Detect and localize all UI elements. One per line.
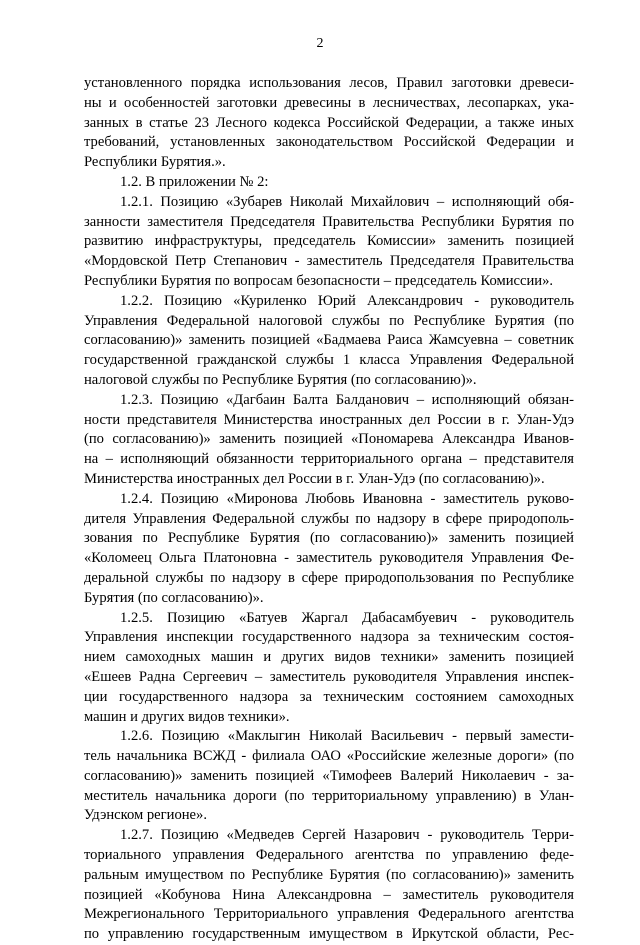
text-line: Республики Бурятия по вопросам безопасности – председатель Комиссии».	[84, 272, 554, 289]
text-line: согласованию)» заменить позицией «Тимофеев Валерий Николаевич - за-	[84, 767, 574, 784]
text-line: зования по Республике Бурятия (по согласованию)» заменить позицией	[84, 530, 574, 547]
text-line: требований, установленных законодательством Российской Федерации и	[84, 134, 574, 151]
text-line: 1.2.1. Позицию «Зубарев Николай Михайлович – исполняющий обя-	[120, 193, 574, 210]
text-line: 1.2.3. Позицию «Дагбаин Балта Балданович – исполняющий обязан-	[120, 391, 574, 408]
text-line: Министерства иностранных дел России в г. Улан-Удэ (по согласованию)».	[84, 470, 545, 487]
text-line: деральной службы по надзору в сфере природопользования по Республике	[84, 569, 574, 586]
text-line: согласованию)» заменить позицией «Бадмаева Раиса Жамсуевна – советник	[84, 332, 574, 349]
text-line: государственной гражданской службы 1 класса Управления Федеральной	[84, 352, 574, 369]
text-line: Бурятия (по согласованию)».	[84, 589, 264, 606]
text-line: налоговой службы по Республике Бурятия (по согласованию)».	[84, 371, 477, 388]
text-line: ториального управления Федерального агентства по управлению феде-	[84, 847, 574, 864]
text-line: меститель начальника дороги (по территориальному управлению) в Улан-	[84, 787, 574, 804]
text-line: «Коломеец Ольга Платоновна - заместитель руководителя Управления Фе-	[84, 550, 574, 567]
text-line: тель начальника ВСЖД - филиала ОАО «Российские железные дороги» (по	[84, 748, 574, 765]
text-line: развитию инфраструктуры, председатель Комиссии» заменить позицией	[84, 233, 574, 250]
text-line: Управления Федеральной налоговой службы по Республике Бурятия (по	[84, 312, 574, 329]
document-body	[84, 74, 574, 945]
text-line: Межрегионального Территориального управления Федерального агентства	[84, 906, 574, 923]
text-line: машин и других видов техники».	[84, 708, 290, 725]
text-line: 1.2.5. Позицию «Батуев Жаргал Дабасамбуевич - руководитель	[120, 609, 574, 626]
text-line: Управления инспекции государственного надзора за техническим состоя-	[84, 629, 574, 646]
text-line: «Ешеев Радна Сергеевич – заместитель руководителя Управления инспек-	[84, 668, 574, 685]
text-line: нием самоходных машин и других видов техники» заменить позицией	[84, 649, 574, 666]
text-line: (по согласованию)» заменить позицией «Пономарева Александра Иванов-	[84, 431, 574, 448]
text-line: установленного порядка использования лесов, Правил заготовки древеси-	[84, 75, 574, 91]
page-number: 2	[316, 36, 324, 51]
text-line: позицией «Кобунова Нина Александровна – заместитель руководителя	[84, 886, 574, 903]
text-line: 1.2.6. Позицию «Маклыгин Николай Васильевич - первый замести-	[120, 728, 574, 745]
text-line: «Мордовской Петр Степанович - заместитель Председателя Правительства	[84, 253, 574, 270]
text-line: дителя Управления Федеральной службы по надзору в сфере природополь-	[84, 510, 574, 527]
text-line: ны и особенностей заготовки древесины в лесничествах, лесопарках, ука-	[84, 94, 574, 111]
text-line: Удэнском регионе».	[84, 807, 207, 824]
text-line: ральным имуществом по Республике Бурятия (по согласованию)» заменить	[84, 866, 574, 883]
text-line: ции государственного надзора за техническим состоянием самоходных	[84, 688, 574, 705]
text-line: 1.2.2. Позицию «Куриленко Юрий Александрович - руководитель	[120, 292, 574, 309]
text-line: Республики Бурятия.».	[84, 154, 226, 171]
text-line: ности представителя Министерства иностранных дел России в г. Улан-Удэ	[84, 411, 574, 428]
text-line: на – исполняющий обязанности территориального органа – представителя	[84, 451, 574, 468]
text-line: 1.2. В приложении № 2:	[120, 173, 269, 190]
text-line: занных в статье 23 Лесного кодекса Российской Федерации, а также иных	[84, 114, 574, 131]
text-line: 1.2.7. Позицию «Медведев Сергей Назарович - руководитель Терри-	[120, 827, 574, 844]
text-line: занности заместителя Председателя Правительства Республики Бурятия по	[84, 213, 574, 230]
text-line: по управлению государственным имуществом в Иркутской области, Рес-	[84, 926, 574, 943]
text-line: 1.2.4. Позицию «Миронова Любовь Ивановна - заместитель руково-	[120, 490, 574, 507]
